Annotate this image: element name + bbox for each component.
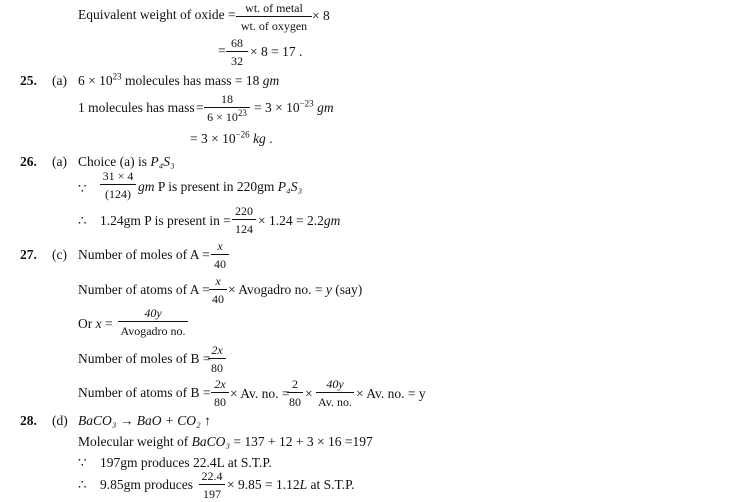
q26-line2-text: gm P is present in 220gm P₄S₃ [138,179,303,194]
fraction-2x-80 [208,344,226,374]
fraction-numerator: 40y [316,378,354,393]
q25-line3: = $3 \times 10^{-26}$ kg . [190,129,273,146]
fraction-x-40 [211,240,229,270]
fraction-numerator: 31 × 4 [100,170,136,185]
fraction-numerator: 22.4 [199,470,225,485]
because-symbol: ∵ [78,455,87,470]
fraction-denominator: 80 [214,395,226,409]
question-number: 26. [20,154,37,169]
answer-option: (a) [52,154,67,169]
fraction-22.4-197 [199,470,225,500]
q27-line1-label: Number of moles of A = [78,247,210,262]
fraction-numerator: 18 [204,93,250,108]
answer-option: (a) [52,73,67,88]
question-number: 28. [20,413,37,428]
equals: = [218,43,226,58]
q28-line3: 197gm produces 22.4L at S.T.P. [100,455,272,470]
multiplier: × 8 [312,8,330,23]
q27-line5-label: Number of atoms of B = [78,385,211,400]
fraction-2-80 [287,378,303,408]
fraction-numerator: 2 [287,378,303,393]
fraction-numerator: 40y [118,307,188,322]
fraction-40y-avno [316,378,354,408]
q28-line4-result: × 9.85 = 1.12L at S.T.P. [227,477,355,492]
q27-line5-result: × Av. no. = y [356,386,426,401]
q27-line5-mid: × Av. no. = [230,386,290,401]
fraction-denominator: (124) [105,187,131,201]
fraction-numerator: 2x [211,378,229,393]
fraction-numerator: 68 [226,37,248,52]
q25-line2-result: = $3 \times 10^{-23}$ gm [254,98,334,115]
fraction-denominator: 80 [211,361,223,375]
q28-equation: BaCO₃ → BaO + CO₂ ↑ [78,413,211,428]
q26-line3-result: × 1.24 = 2.2gm [258,213,341,228]
because-symbol: ∵ [78,181,87,196]
fraction-denominator: 80 [289,395,301,409]
fraction-2x-80 [211,378,229,408]
answer-option: (d) [52,413,68,428]
unit: gm [262,73,280,88]
q28-line4-text: 9.85gm produces [100,477,193,492]
fraction-40y-avogadro [118,307,188,337]
q25-line2-label: 1 molecules has mass [78,100,195,115]
fraction-denominator: 40 [212,292,224,306]
fraction-denominator: Avogadro no. [120,324,186,338]
fraction-31x4 [100,170,136,200]
q26-line1: Choice (a) is P₄S₃ [78,154,175,169]
fraction-18 [204,93,250,123]
fraction-denominator: 124 [235,222,253,236]
q28-line2: Molecular weight of BaCO₃ = 137 + 12 + 3 × 16 =197 [78,434,373,449]
therefore-symbol: ∴ [78,213,87,228]
fraction-denominator: $6 \times 10^{23}$ [207,108,247,124]
question-number: 25. [20,73,37,88]
q27-line2-result: × Avogadro no. = y (say) [228,282,363,297]
q27-line3-label: Or x = [78,316,113,331]
fraction-denominator: 197 [203,487,221,501]
exponent: 23 [112,71,122,82]
fraction-denominator: Av. no. [318,395,352,409]
fraction-denominator: 32 [231,54,243,68]
q27-line2-label: Number of atoms of A = [78,282,210,297]
equals: = [196,100,204,115]
fraction-68-32 [226,37,248,67]
text: 6 × 10 [78,73,113,88]
value: = 18 [234,73,260,88]
fraction-numerator: wt. of metal [236,2,312,17]
fraction-numerator: x [209,275,227,290]
times: × [305,386,313,401]
fraction-metal-oxygen [236,2,312,32]
text: molecules has mass [121,73,235,88]
question-number: 27. [20,247,37,262]
fraction-denominator: 40 [214,257,226,271]
result: × 8 = 17 . [250,44,303,59]
fraction-numerator: 220 [232,205,256,220]
oxide-label: Equivalent weight of oxide [78,7,225,22]
fraction-denominator: wt. of oxygen [240,19,308,33]
q26-line3-text: 1.24gm P is present in = [100,213,231,228]
fraction-numerator: 2x [208,344,226,359]
equals: = [228,7,236,22]
fraction-220-124 [232,205,256,235]
q27-line4-label: Number of moles of B = [78,351,211,366]
therefore-symbol: ∴ [78,477,87,492]
fraction-x-40 [209,275,227,305]
q25-line1 [78,71,280,88]
fraction-numerator: x [211,240,229,255]
answer-option: (c) [52,247,67,262]
